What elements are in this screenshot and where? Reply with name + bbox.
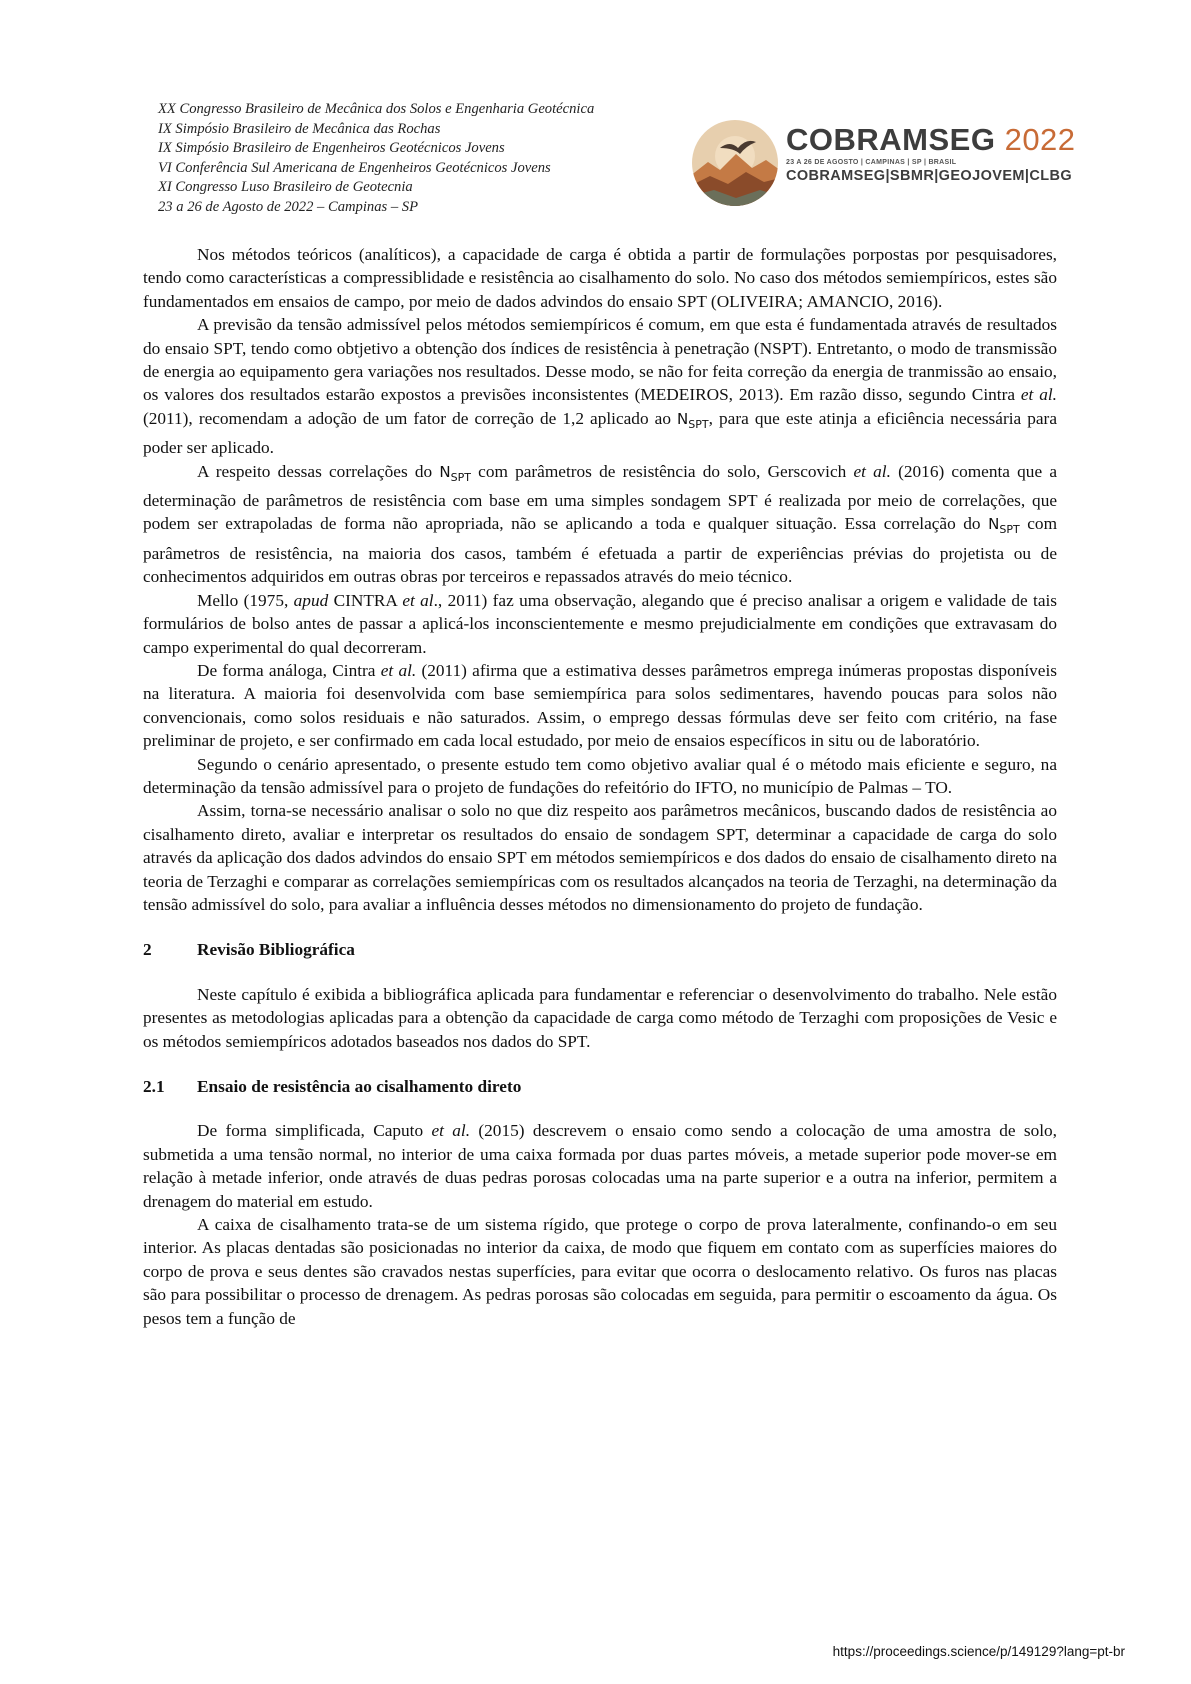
paragraph: De forma análoga, Cintra et al. (2011) afirma que a estimativa desses parâmetros emprega inúmeras propostas disponíveis na literatura. A maioria foi desenvolvida com base semiempírica para solos sedimentares, havendo poucas para solos não convencionais, como solos residuais e não saturados. Assim, o emprego dessas fórmulas deve ser feito com critério, na fase preliminar de projeto, e ser confirmado em cada local estudado, por meio de ensaios específicos in situ ou de laboratório. bbox=[143, 660, 1057, 751]
paragraph: Nos métodos teóricos (analíticos), a capacidade de carga é obtida a partir de formulações porpostas por pesquisadores, tendo como características a compressiblidade e resistência ao cisalhamento do solo. No caso dos métodos semiempíricos, estes são fundamentados em ensaios de campo, por meio de dados advindos do ensaio SPT (OLIVEIRA; AMANCIO, 2016). bbox=[143, 245, 1057, 311]
header-line: XX Congresso Brasileiro de Mecânica dos Solos e Engenharia Geotécnica bbox=[158, 101, 595, 117]
nspt-symbol: $N_{SPT}$ bbox=[677, 409, 709, 431]
header-line: IX Simpósio Brasileiro de Mecânica das Rochas bbox=[158, 120, 441, 137]
logo-year: 2022 bbox=[1004, 122, 1076, 157]
paragraph: Mello (1975, apud CINTRA et al., 2011) faz uma observação, alegando que é preciso analisar a origem e validade de tais formulários de bolso antes de passar a aplicá-los inconscientemente e mesmo prejudicialmente em condições que extravasam do campo experimental do qual decorreram. bbox=[143, 590, 1058, 657]
paragraph: Segundo o cenário apresentado, o presente estudo tem como objetivo avaliar qual é o método mais eficiente e seguro, na determinação da tensão admissível para o projeto de fundações do refeitório do IFTO, no município de Palmas – TO. bbox=[143, 754, 1057, 797]
conference-header bbox=[158, 100, 678, 218]
nspt-symbol: $N_{SPT}$ bbox=[439, 462, 471, 484]
logo-title: COBRAMSEG bbox=[786, 122, 996, 157]
section-title: Revisão Bibliográfica bbox=[197, 940, 355, 960]
paragraph: A respeito dessas correlações do $N_{SPT}$ com parâmetros de resistência do solo, Gerscovich et al. (2016) comenta que a determinação de parâmetros de resistência com base em uma simples sondagem SPT é realizada por meio de correlações, que podem ser extrapoladas de forma não apropriada, não se aplicando a toda e qualquer situação. Essa correlação do $N_{SPT}$ com parâmetros de resistência, na maioria dos casos, também é efetuada a partir de experiências prévias do projetista ou de conhecimentos adquiridos em outras obras por terceiros e repassados através do meio técnico. bbox=[143, 461, 1058, 587]
paragraph: A caixa de cisalhamento trata-se de um sistema rígido, que protege o corpo de prova lateralmente, confinando-o em seu interior. As placas dentadas são posicionadas no interior da caixa, de modo que fiquem em contato com as superfícies maiores do corpo de prova e seus dentes são cravados nestas superfícies, para evitar que ocorra o deslocamento relativo. Os furos nas placas são para possibilitar o processo de drenagem. As pedras porosas são colocadas em seguida, para permitir o escoamento da água. Os pesos tem a função de bbox=[143, 1215, 1057, 1328]
header-line: 23 a 26 de Agosto de 2022 – Campinas – SP bbox=[158, 198, 418, 215]
paragraph: Neste capítulo é exibida a bibliográfica aplicada para fundamentar e referenciar o desenvolvimento do trabalho. Nele estão presentes as metodologias aplicadas para a obtenção da capacidade de carga como método de Terzaghi com proposições de Vesic e os métodos semiempíricos adotados baseados nos dados do SPT. bbox=[143, 984, 1057, 1051]
paper-body bbox=[143, 243, 1057, 1330]
paragraph: Assim, torna-se necessário analisar o solo no que diz respeito aos parâmetros mecânicos, buscando dados de resistência ao cisalhamento direto, avaliar e interpretar os resultados do ensaio de sondagem SPT, determinar a capacidade de carga do solo através da aplicação dos dados advindos do ensaio SPT em métodos semiempíricos e dos dados do ensaio de cisalhamento direto na teoria de Terzaghi e comparar as correlações semiempíricas com os resultados alcançados na teoria de Terzaghi, na determinação da tensão admissível do solo, para avaliar a influência desses métodos no dimensionamento do projeto de fundação. bbox=[143, 801, 1057, 914]
section-number: 2.1 bbox=[143, 1077, 165, 1096]
paragraph: De forma simplificada, Caputo et al. (2015) descrevem o ensaio como sendo a colocação de uma amostra de solo, submetida a uma tensão normal, no interior de uma caixa formada por duas partes móveis, a metade superior pode mover-se em relação à metade inferior, onde através de duas pedras porosas colocadas uma na parte superior e a outra na inferior, permitem a drenagem do material em estudo. bbox=[143, 1121, 1057, 1211]
section-title: Ensaio de resistência ao cisalhamento direto bbox=[197, 1077, 522, 1096]
paragraph: A previsão da tensão admissível pelos métodos semiempíricos é comum, em que esta é fundamentada através de resultados do ensaio SPT, tendo como obtjetivo a obtenção dos índices de resistência à penetração (NSPT). Entretanto, o modo de transmissão de energia ao equipamento gera variações nos resultados. Desse modo, se não for feita correção da energia de tranmissão ao ensaio, os valores dos resultados estarão expostos a previsões inconsistentes (MEDEIROS, 2013). Em razão disso, segundo Cintra et al. (2011), recomendam a adoção de um fator de correção de 1,2 aplicado ao $N_{SPT}$, para que este atinja a eficiência necessária para poder ser aplicado. bbox=[143, 315, 1057, 458]
logo-emblem-icon bbox=[690, 118, 780, 208]
subsection-heading bbox=[143, 1075, 1057, 1098]
header-line: XI Congresso Luso Brasileiro de Geotecnia bbox=[158, 179, 413, 196]
logo-date-line: 23 A 26 DE AGOSTO | CAMPINAS | SP | BRASIL bbox=[786, 159, 957, 166]
logo-subtitle: COBRAMSEG|SBMR|GEOJOVEM|CLBG bbox=[786, 168, 1072, 184]
nspt-symbol: $N_{SPT}$ bbox=[988, 515, 1020, 537]
section-heading bbox=[143, 938, 1057, 961]
section-number: 2 bbox=[143, 940, 152, 960]
footer-url[interactable]: https://proceedings.science/p/149129?lang=pt-br bbox=[832, 1644, 1125, 1659]
header-line: VI Conferência Sul Americana de Engenheiros Geotécnicos Jovens bbox=[158, 159, 551, 176]
cobramseg-logo bbox=[690, 118, 1110, 210]
header-line: IX Simpósio Brasileiro de Engenheiros Geotécnicos Jovens bbox=[158, 140, 505, 157]
